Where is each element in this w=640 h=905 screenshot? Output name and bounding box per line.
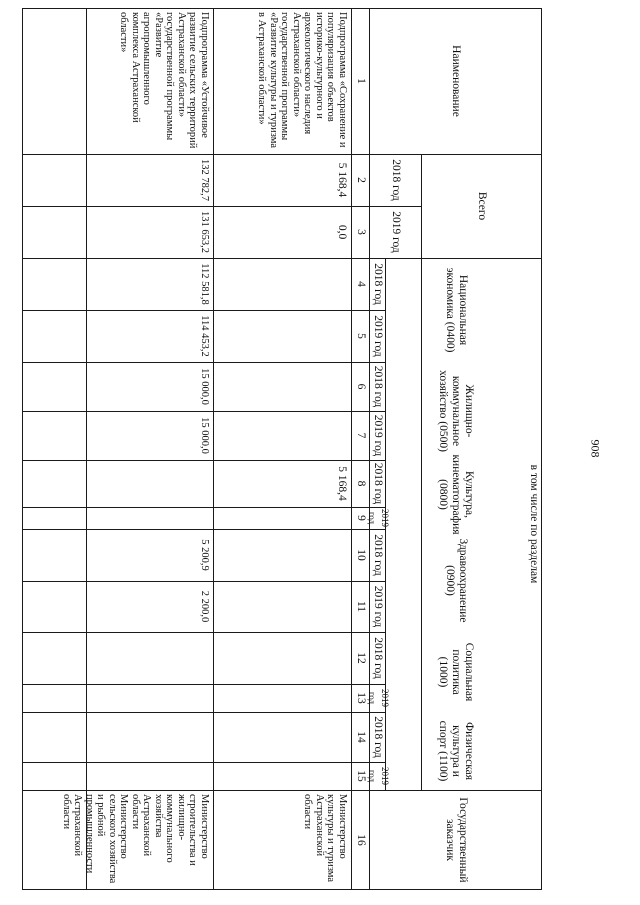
table-cell: 5 200,9 xyxy=(199,539,210,571)
year-header: 2018 год xyxy=(372,534,385,576)
row-customer: Министерство культуры и туризма Астраханской области xyxy=(302,794,348,883)
year-header: 2019 год xyxy=(367,689,390,707)
table-cell: 114 453,2 xyxy=(199,315,210,357)
year-header: 2018 год xyxy=(372,263,385,305)
table-cell: 5 168,4 xyxy=(336,162,348,198)
year-header: 2019 год xyxy=(372,315,385,357)
header-total: Всего xyxy=(476,191,489,221)
section-header: Здравоохранение (0900) xyxy=(444,538,469,623)
year-header: 2018 год xyxy=(390,159,403,201)
col-line xyxy=(22,684,386,685)
section-header: Социальная политика (1000) xyxy=(437,642,476,702)
table-cell: 0,0 xyxy=(336,224,348,240)
col-line xyxy=(22,712,386,713)
col-line xyxy=(22,507,386,508)
col-number: 7 xyxy=(355,432,368,439)
year-header: 2019 год xyxy=(367,509,390,527)
col-number: 8 xyxy=(355,480,368,487)
col-number: 3 xyxy=(355,229,368,235)
table-cell: 112 581,8 xyxy=(199,263,210,305)
year-header: 2019 год xyxy=(372,414,385,457)
table-cell: 15 000,0 xyxy=(199,368,210,405)
row-customer: Министерство строительства и жилищно-коммунального хозяйства Астраханской области Министерство сельского хозяйства и рыбной промышленности Астраханской области xyxy=(61,794,210,884)
col-number: 11 xyxy=(355,600,368,613)
col-number: 13 xyxy=(355,692,368,704)
col-line xyxy=(22,632,386,633)
col-number: 12 xyxy=(355,652,368,664)
year-header: 2018 год xyxy=(372,365,385,408)
table-border-bottom xyxy=(22,8,23,890)
row-line xyxy=(86,8,87,890)
page-number: 908 xyxy=(588,439,603,457)
section-header: Национальная экономика (0400) xyxy=(444,267,469,353)
year-header: 2019 год xyxy=(372,585,385,628)
col-number: 9 xyxy=(355,515,368,521)
table-cell: 2 200,0 xyxy=(199,590,210,623)
year-header: 2018 год xyxy=(372,462,385,505)
col-number: 10 xyxy=(355,549,368,561)
col-number: 14 xyxy=(355,731,368,743)
col-number: 4 xyxy=(355,281,368,287)
year-header: 2019 год xyxy=(390,211,403,253)
year-header: 2018 год xyxy=(372,716,385,758)
year-header: 2018 год xyxy=(372,637,385,679)
section-header: Физическая культура и спорт (1100) xyxy=(437,720,476,782)
section-header: Жилищно-коммунальное хозяйство (0500) xyxy=(437,370,476,452)
col-number: 6 xyxy=(355,383,368,390)
year-header: 2019 год xyxy=(367,767,390,785)
table-cell: 5 168,4 xyxy=(336,466,348,501)
table-cell: 15 000,0 xyxy=(199,417,210,454)
section-header: Культура, кинематография (0800) xyxy=(437,454,476,535)
col-number: 16 xyxy=(355,834,368,846)
table-cell: 131 653,2 xyxy=(199,211,210,253)
col-number: 1 xyxy=(355,78,368,84)
header-name: Наименование xyxy=(450,45,463,117)
table-cell: 132 782,7 xyxy=(199,159,210,201)
budget-table xyxy=(22,8,542,890)
col-number: 15 xyxy=(355,770,368,782)
row-name: Подпрограмма «Сохранение и популяризация объектов историко-культурного и археологического наследия Астраханской области» государственной программы «Развитие культуры и туризма в Астраханской области» xyxy=(256,12,348,149)
row-name: Подпрограмма «Устойчивое развитие сельских территорий Астраханской области» государственной программы «Развитие агропромышленного комплекса Астраханской области» xyxy=(118,12,210,149)
header-customer: Государственный заказчик xyxy=(444,797,469,883)
col-number: 5 xyxy=(355,333,368,339)
col-number: 2 xyxy=(355,177,368,183)
col-line xyxy=(22,762,386,763)
header-in-sections: в том числе по разделам xyxy=(528,464,541,584)
